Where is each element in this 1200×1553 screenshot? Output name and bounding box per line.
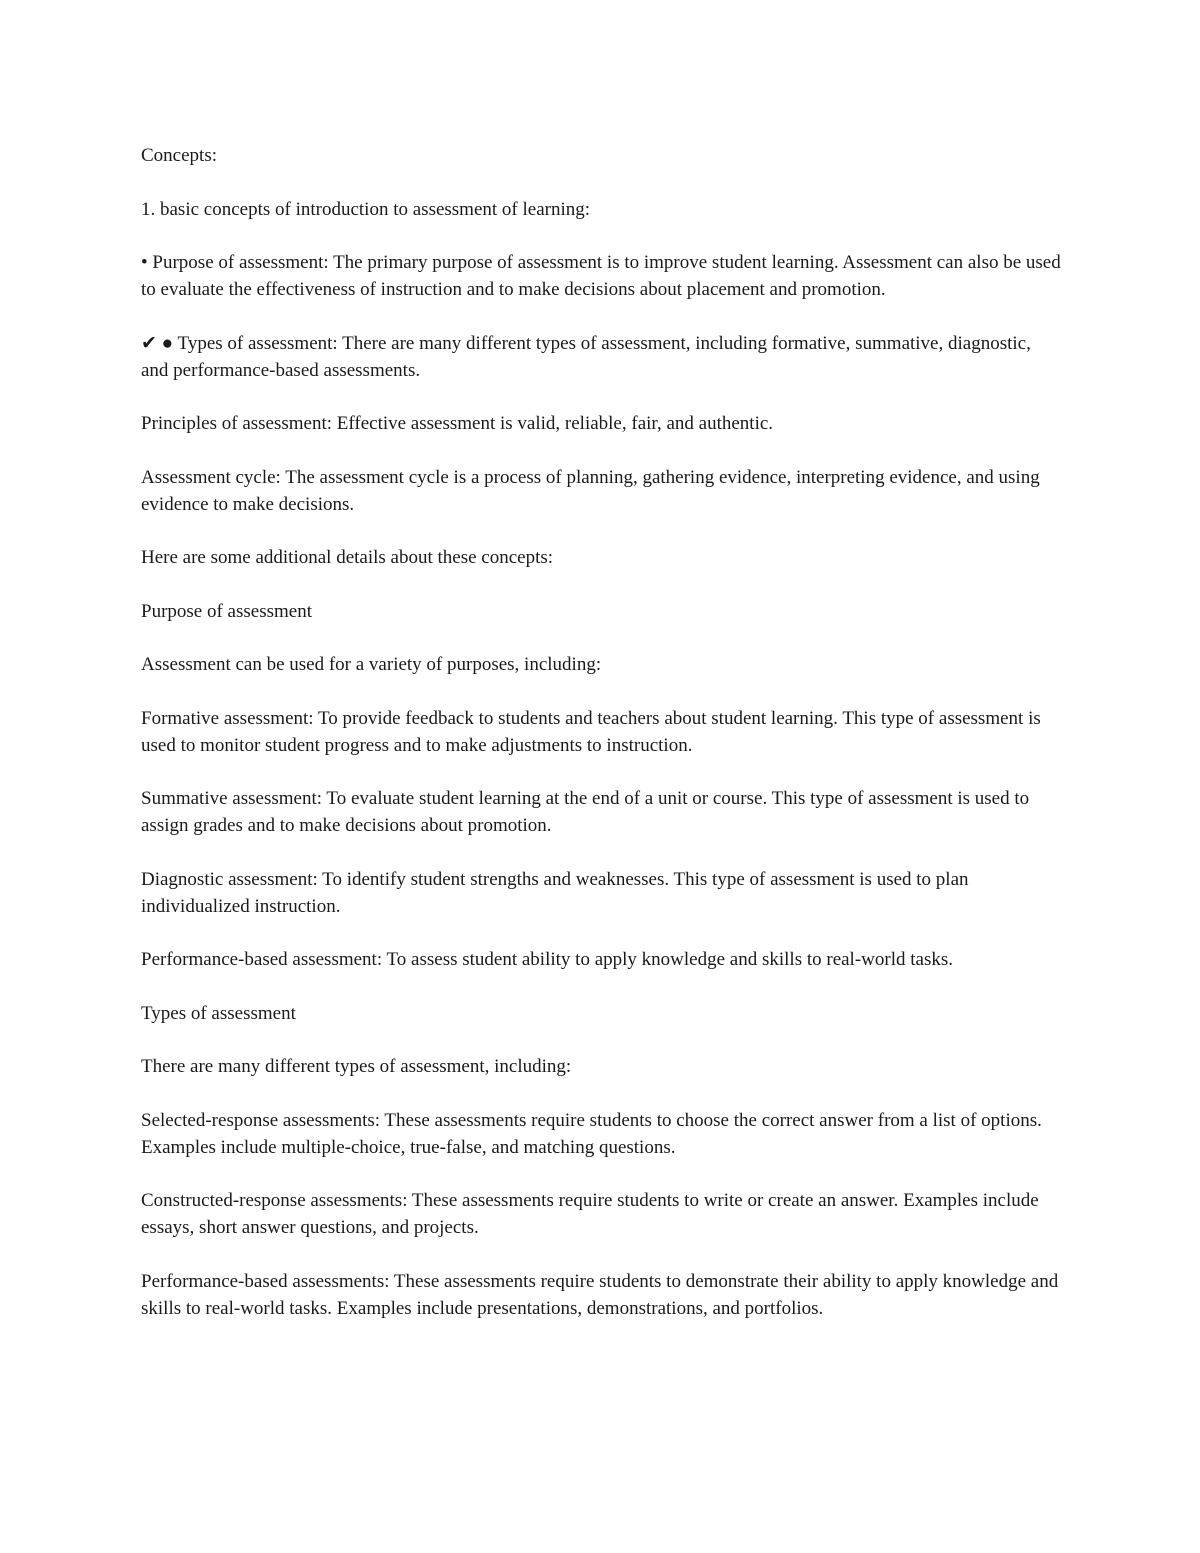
- paragraph-summative-assessment: Summative assessment: To evaluate student learning at the end of a unit or course. This type of assessment is used to assign grades and to make decisions about promotion.: [141, 788, 1030, 836]
- paragraph-performance-based-assessment: Performance-based assessment: To assess student ability to apply knowledge and skills to real-world tasks.: [141, 949, 953, 970]
- paragraph-diagnostic-assessment: Diagnostic assessment: To identify student strengths and weaknesses. This type of assessment is used to plan individualized instruction.: [141, 868, 969, 917]
- subheading-types-of-assessment: Types of assessment: [141, 1002, 296, 1024]
- bullet-purpose-of-assessment: • Purpose of assessment: The primary purpose of assessment is to improve student learning. Assessment can also be used to evaluate the effectiveness of instruction and to make decisions about placement and promotion.: [141, 252, 1061, 300]
- document-body: [141, 142, 1061, 1322]
- paragraph-principles-of-assessment: Principles of assessment: Effective assessment is valid, reliable, fair, and authentic.: [141, 413, 774, 434]
- paragraph-types-intro: There are many different types of assessment, including:: [141, 1056, 572, 1077]
- paragraph-formative-assessment: Formative assessment: To provide feedback to students and teachers about student learning. This type of assessment is used to monitor student progress and to make adjustments to instruction.: [141, 707, 1041, 756]
- paragraph-performance-based-assessments: Performance-based assessments: These assessments require students to demonstrate their ability to apply knowledge and skills to real-world tasks. Examples include presentations, demonstrations, and portfolios.: [141, 1270, 1059, 1319]
- paragraph-constructed-response: Constructed-response assessments: These assessments require students to write or create an answer. Examples include essays, short answer questions, and projects.: [141, 1190, 1039, 1238]
- heading-concepts: Concepts:: [141, 145, 217, 166]
- paragraph-assessment-cycle: Assessment cycle: The assessment cycle is a process of planning, gathering evidence, interpreting evidence, and using evidence to make decisions.: [141, 466, 1040, 515]
- bullet-types-of-assessment: ✔ ● Types of assessment: There are many different types of assessment, including formative, summative, diagnostic, and performance-based assessments.: [141, 332, 1031, 381]
- paragraph-additional-details: Here are some additional details about these concepts:: [141, 547, 554, 568]
- section-title-basic-concepts: 1. basic concepts of introduction to assessment of learning:: [141, 198, 591, 220]
- paragraph-purposes-intro: Assessment can be used for a variety of purposes, including:: [141, 654, 602, 675]
- subheading-purpose-of-assessment: Purpose of assessment: [141, 600, 312, 622]
- paragraph-selected-response: Selected-response assessments: These assessments require students to choose the correct answer from a list of options. Examples include multiple-choice, true-false, and matching questions.: [141, 1109, 1042, 1158]
